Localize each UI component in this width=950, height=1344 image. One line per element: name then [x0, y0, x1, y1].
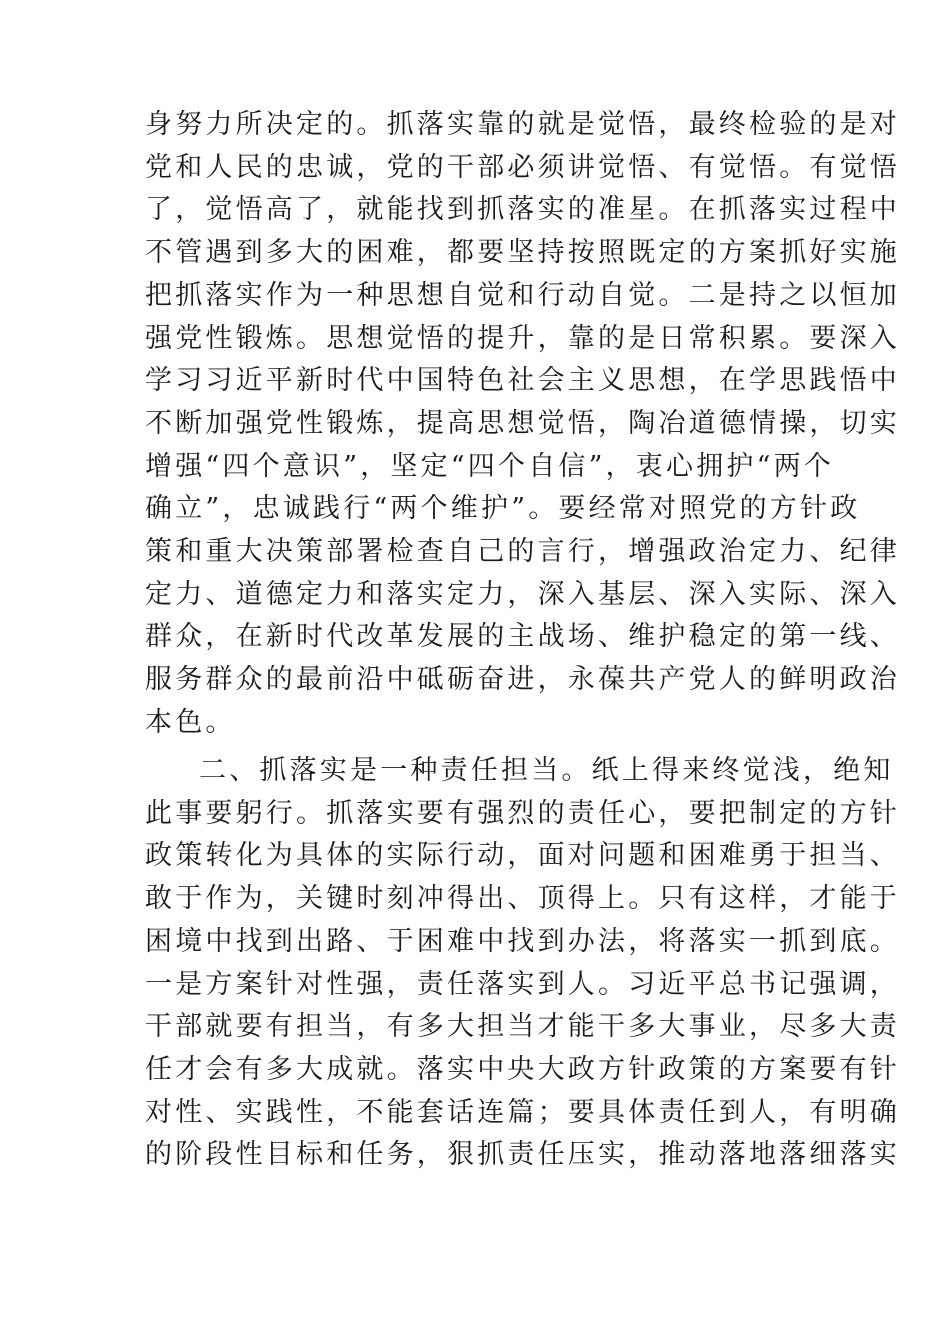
paragraph-line: 把抓落实作为一种思想自觉和行动自觉。二是持之以恒加: [145, 279, 900, 311]
paragraph-line: 不断加强党性锻炼，提高思想觉悟，陶冶道德情操，切实: [145, 407, 900, 439]
paragraph-line: 不管遇到多大的困难，都要坚持按照既定的方案抓好实施: [145, 237, 900, 269]
paragraph-line: 党和人民的忠诚，党的干部必须讲觉悟、有觉悟。有觉悟: [145, 151, 900, 183]
paragraph-1: [145, 105, 900, 745]
paragraph-line: 的阶段性目标和任务，狠抓责任压实，推动落地落细落实: [145, 1139, 900, 1171]
paragraph-line: 政策转化为具体的实际行动，面对问题和困难勇于担当、: [145, 840, 900, 872]
paragraph-line: 策和重大决策部署检查自己的言行，增强政治定力、纪律: [145, 536, 900, 567]
paragraph-line: 服务群众的最前沿中砥砺奋进，永葆共产党人的鲜明政治: [145, 664, 900, 696]
paragraph-line: 增强“四个意识”，坚定“四个自信”，衷心拥护“两个: [145, 450, 835, 482]
paragraph-2: [145, 751, 900, 1181]
paragraph-line: 任才会有多大成就。落实中央大政方针政策的方案要有针: [145, 1053, 900, 1085]
paragraph-line: 群众，在新时代改革发展的主战场、维护稳定的第一线、: [145, 621, 900, 653]
paragraph-line: 二、抓落实是一种责任担当。纸上得来终觉浅，绝知: [199, 755, 894, 786]
paragraph-line: 确立”，忠诚践行“两个维护”。要经常对照党的方针政: [145, 493, 861, 525]
paragraph-line: 困境中找到出路、于困难中找到办法，将落实一抓到底。: [145, 925, 900, 957]
paragraph-line: 了，觉悟高了，就能找到抓落实的准星。在抓落实过程中: [145, 194, 900, 226]
paragraph-line: 定力、道德定力和落实定力，深入基层、深入实际、深入: [145, 578, 900, 610]
paragraph-line: 此事要躬行。抓落实要有强烈的责任心，要把制定的方针: [145, 797, 900, 829]
paragraph-line: 强党性锻炼。思想觉悟的提升，靠的是日常积累。要深入: [145, 322, 900, 354]
paragraph-line: 对性、实践性，不能套话连篇；要具体责任到人，有明确: [145, 1096, 900, 1128]
paragraph-line: 干部就要有担当，有多大担当才能干多大事业，尽多大责: [145, 1011, 900, 1043]
paragraph-line: 一是方案针对性强，责任落实到人。习近平总书记强调，: [145, 968, 900, 1000]
paragraph-line: 学习习近平新时代中国特色社会主义思想，在学思践悟中: [145, 365, 900, 397]
paragraph-line: 敢于作为，关键时刻冲得出、顶得上。只有这样，才能于: [145, 883, 900, 915]
paragraph-line: 本色。: [145, 706, 236, 738]
paragraph-line: 身努力所决定的。抓落实靠的就是觉悟，最终检验的是对: [145, 109, 900, 140]
